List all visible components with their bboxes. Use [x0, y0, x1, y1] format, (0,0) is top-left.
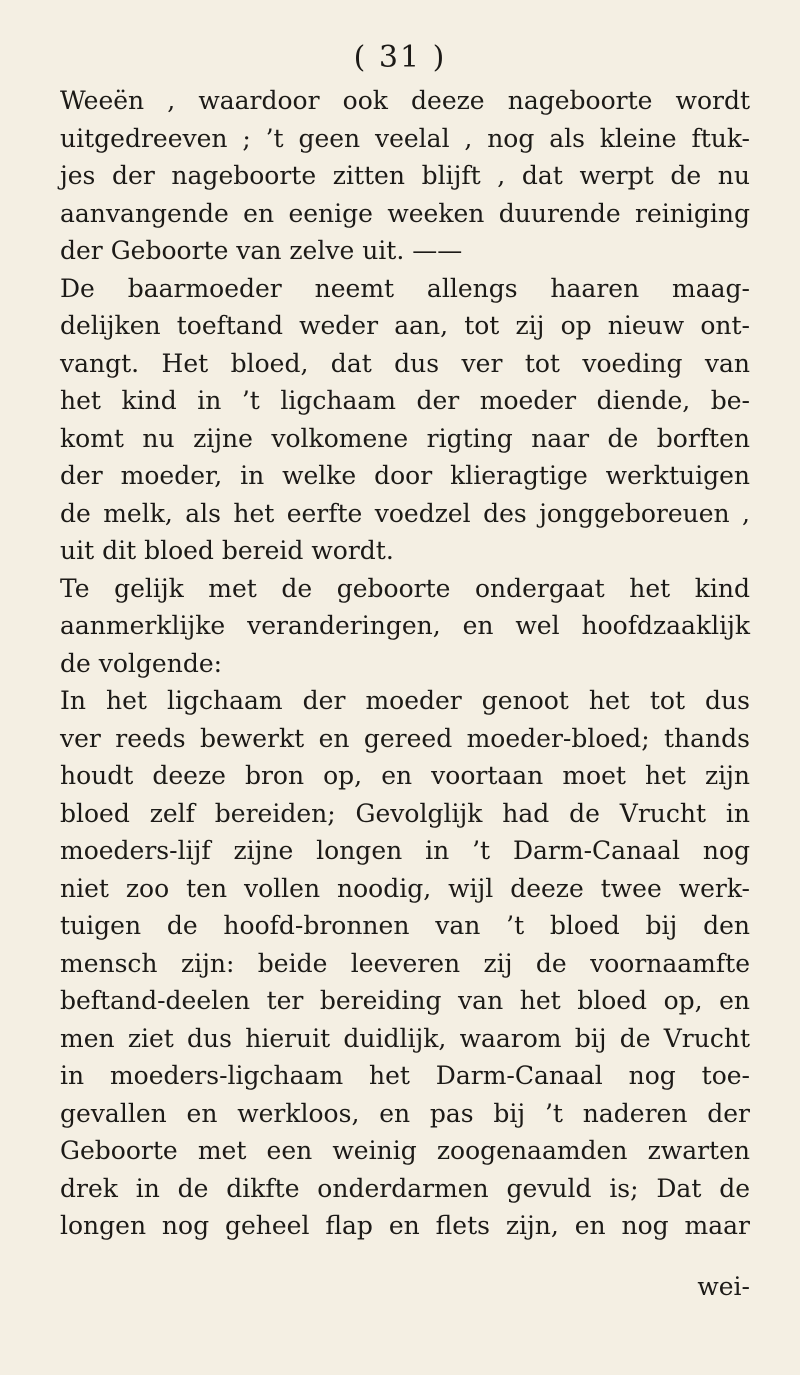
text-line: houdt deeze bron op, en voortaan moet het zijn — [60, 761, 750, 790]
text-line: Geboorte met een weinig zoogenaamden zwarten — [60, 1136, 750, 1165]
text-line: delijken toeftand weder aan, tot zij op nieuw ont- — [60, 311, 750, 340]
text-line: gevallen en werkloos, en pas bij ’t naderen der — [60, 1098, 750, 1128]
text-line: niet zoo ten vollen noodig, wijl deeze twee werk- — [60, 873, 750, 903]
text-line: komt nu zijne volkomene rigting naar de borften — [60, 423, 750, 453]
text-line: de melk, als het eerfte voedzel des jonggeboreuen , — [60, 498, 750, 528]
text-line: uit dit bloed bereid wordt. — [60, 536, 394, 565]
page-number: ( 31 ) — [353, 40, 447, 75]
text-line: uitgedreeven ; ’t geen veelal , nog als kleine ftuk- — [60, 123, 750, 153]
text-line: drek in de dikfte onderdarmen gevuld is; Dat de — [60, 1173, 750, 1203]
text-line: in moeders-ligchaam het Darm-Canaal nog toe- — [60, 1061, 750, 1090]
text-line: jes der nageboorte zitten blijft , dat werpt de nu — [60, 161, 750, 190]
text-line: aanvangende en eenige weeken duurende reiniging — [60, 198, 750, 228]
text-line: aanmerklijke veranderingen, en wel hoofdzaaklijk — [60, 611, 750, 640]
text-line: ver reeds bewerkt en gereed moeder-bloed; thands — [60, 723, 750, 753]
text-line: men ziet dus hieruit duidlijk, waarom bij de Vrucht — [60, 1023, 750, 1053]
text-line: het kind in ’t ligchaam der moeder diende, be- — [60, 386, 750, 415]
text-line: Weeën , waardoor ook deeze nageboorte wordt — [60, 86, 750, 115]
body-text — [60, 82, 750, 1245]
text-line: der Geboorte van zelve uit. —— — [60, 236, 463, 265]
text-line: vangt. Het bloed, dat dus ver tot voeding van — [60, 348, 750, 378]
text-line: beftand-deelen ter bereiding van het bloed op, en — [60, 986, 750, 1015]
text-line: mensch zijn: beide leeveren zij de voornaamfte — [60, 948, 750, 978]
text-line: De baarmoeder neemt allengs haaren maag- — [60, 273, 750, 303]
text-line: bloed zelf bereiden; Gevolglijk had de Vrucht in — [60, 798, 750, 828]
text-line: longen nog geheel flap en flets zijn, en nog maar — [60, 1211, 750, 1240]
text-line: In het ligchaam der moeder genoot het tot dus — [60, 686, 750, 715]
text-line: moeders-lijf zijne longen in ’t Darm-Canaal nog — [60, 836, 750, 865]
text-line: Te gelijk met de geboorte ondergaat het kind — [60, 573, 750, 603]
text-line: tuigen de hoofd-bronnen van ’t bloed bij den — [60, 911, 750, 940]
text-line: der moeder, in welke door klieragtige werktuigen — [60, 461, 750, 490]
catchword: wei- — [697, 1272, 750, 1301]
text-line: de volgende: — [60, 648, 223, 678]
